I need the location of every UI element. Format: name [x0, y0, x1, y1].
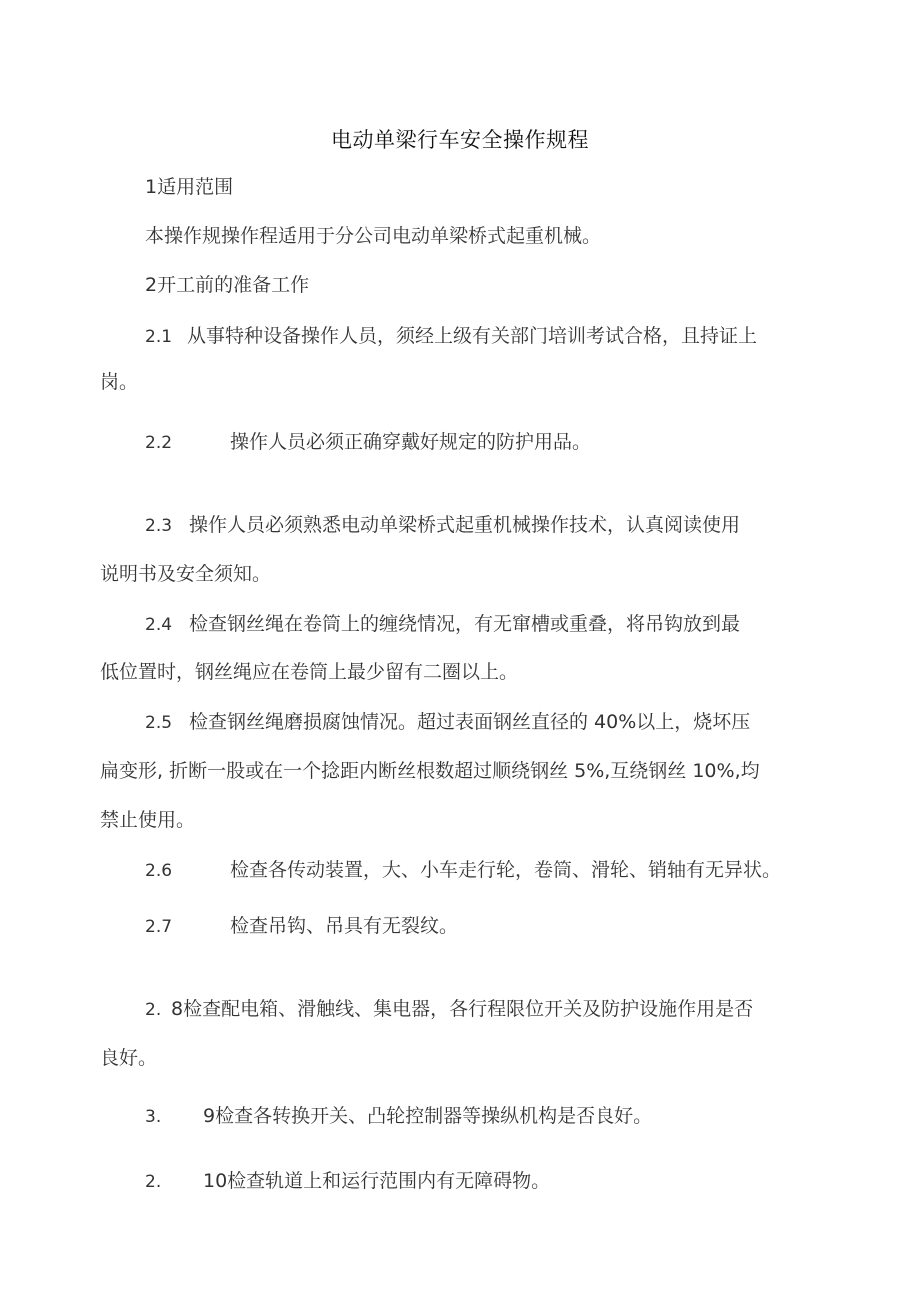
- item-text: 10检查轨道上和运行范围内有无障碍物。: [203, 1170, 551, 1192]
- item-number: 2.5: [145, 713, 173, 733]
- item-2-10: [145, 1158, 875, 1205]
- item-number: 3.: [145, 1107, 162, 1127]
- item-text: 8检查配电箱、滑触线、集电器，各行程限位开关及防护设施作用是否: [171, 998, 754, 1020]
- item-text: 操作人员必须熟悉电动单梁桥式起重机械操作技术，认真阅读使用: [189, 514, 741, 536]
- item-text: 检查吊钩、吊具有无裂纹。: [230, 915, 459, 937]
- item-text: 从事特种设备操作人员，须经上级有关部门培训考试合格，且持证上: [187, 325, 758, 347]
- item-number: 2.: [145, 1172, 162, 1192]
- item-2-7: [145, 903, 875, 950]
- item-2-2: [145, 419, 875, 466]
- item-2-8: [145, 986, 875, 1033]
- item-2-3-continued: 说明书及安全须知。: [100, 563, 272, 585]
- item-2-4: [145, 601, 875, 648]
- item-text: 检查各传动装置，大、小车走行轮，卷筒、滑轮、销轴有无异状。: [230, 859, 782, 881]
- item-number: 2.3: [145, 516, 173, 536]
- item-2-8-continued: 良好。: [100, 1047, 158, 1069]
- section-2-heading: 2开工前的准备工作: [145, 274, 310, 296]
- section-1-heading: 1适用范围: [145, 176, 234, 198]
- item-text: 检查钢丝绳磨损腐蚀情况。超过表面钢丝直径的 40%以上，烧坏压: [189, 711, 751, 733]
- item-2-5-continued-2: 禁止使用。: [100, 809, 196, 831]
- document-title: 电动单梁行车安全操作规程: [331, 128, 589, 152]
- item-text: 检查钢丝绳在卷筒上的缠绕情况，有无窜槽或重叠，将吊钩放到最: [189, 613, 741, 635]
- item-2-9: [145, 1093, 875, 1140]
- section-1-body: 本操作规操作程适用于分公司电动单梁桥式起重机械。: [145, 225, 602, 247]
- item-2-4-continued: 低位置时，钢丝绳应在卷筒上最少留有二圈以上。: [100, 661, 519, 683]
- item-number: 2.2: [145, 433, 173, 453]
- item-number: 2.4: [145, 615, 173, 635]
- item-2-5-continued: 扁变形, 折断一股或在一个捻距内断丝根数超过顺绕钢丝 5%,互绕钢丝 10%,均: [100, 760, 760, 782]
- item-2-5: [145, 699, 875, 746]
- item-number: 2.7: [145, 917, 173, 937]
- item-2-3: [145, 502, 875, 549]
- item-number: 2.: [145, 1000, 162, 1020]
- item-number: 2.1: [145, 327, 173, 347]
- item-number: 2.6: [145, 861, 173, 881]
- item-text: 9检查各转换开关、凸轮控制器等操纵机构是否良好。: [203, 1105, 653, 1127]
- item-2-1-continued: 岗。: [100, 371, 139, 393]
- item-2-6: [145, 847, 875, 894]
- item-text: 操作人员必须正确穿戴好规定的防护用品。: [230, 431, 592, 453]
- item-2-1: [145, 313, 875, 360]
